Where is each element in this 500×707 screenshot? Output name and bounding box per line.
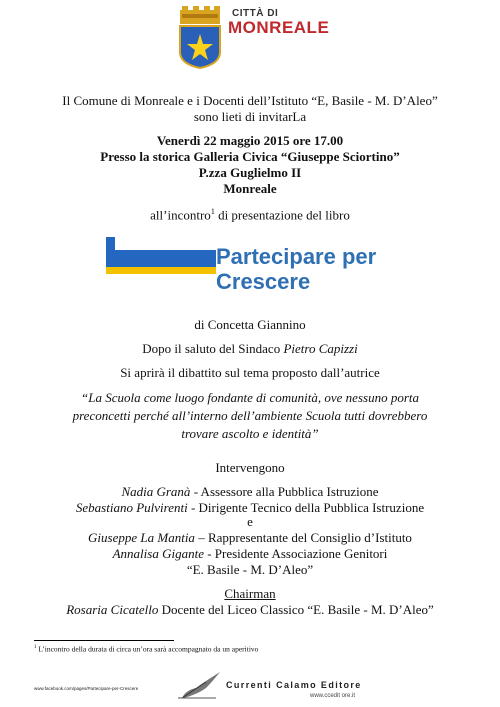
speakers-heading: Intervengono (215, 460, 285, 475)
footnote-mark: 1 (210, 207, 215, 216)
quote-line-3: trovare ascolto e identità” (181, 426, 319, 441)
chairman-heading: Chairman (224, 586, 276, 601)
facebook-link[interactable]: www.facebook.com/pages/Partecipare-per-Crescere (34, 686, 139, 691)
mayor-name: Pietro Capizzi (283, 341, 358, 356)
presentation-line (0, 204, 500, 223)
speaker-name: Sebastiano Pulvirenti (75, 500, 188, 515)
speaker-name: Annalisa Gigante (112, 546, 204, 561)
speaker-role: - Assessore alla Pubblica Istruzione (190, 484, 379, 499)
speaker-row (0, 562, 500, 578)
greeting-line (0, 341, 500, 357)
city-label-small: CITTÀ DI (232, 8, 279, 19)
publisher-quill-icon (176, 668, 226, 700)
book-logo-bar-blue (106, 250, 216, 267)
chairman-row (0, 602, 500, 618)
footnote-text: L’incontro della durata di circa un’ora sarà accompagnato da un aperitivo (36, 644, 259, 654)
speaker-row (0, 546, 500, 562)
event-city: Monreale (223, 181, 277, 196)
publisher-name: Currenti Calamo Editore (226, 680, 362, 690)
intro-line-2: sono lieti di invitarLa (193, 109, 307, 124)
quote-line-1: “La Scuola come luogo fondante di comunità, ove nessuno porta (81, 390, 419, 405)
event-venue: Presso la storica Galleria Civica “Giuseppe Sciortino” (100, 149, 400, 164)
speaker-role: - Dirigente Tecnico della Pubblica Istruzione (187, 500, 425, 515)
presentation-text-before: all’incontro (150, 207, 211, 223)
footnote-mark: 1 (34, 645, 37, 650)
speaker-name: Nadia Granà (121, 484, 191, 499)
book-title-line-1: Partecipare per (216, 244, 377, 269)
book-title-line-2: Crescere (216, 269, 311, 294)
book-logo-bar-yellow (106, 267, 216, 274)
event-address: P.zza Guglielmo II (198, 165, 302, 180)
presentation-text-after: di presentazione del libro (214, 207, 350, 223)
intro-line-1: Il Comune di Monreale e i Docenti dell’Istituto “E, Basile - M. D’Aleo” (62, 93, 438, 108)
speaker-row (0, 530, 500, 546)
city-name: MONREALE (228, 18, 330, 37)
debate-intro: Si aprirà il dibattito sul tema proposto dall’autrice (120, 365, 380, 380)
book-title (216, 244, 386, 294)
footnote-divider (34, 640, 174, 641)
speaker-role: - Presidente Associazione Genitori (203, 546, 388, 561)
speaker-org: “E. Basile - M. D’Aleo” (186, 562, 314, 577)
speaker-name: Giuseppe La Mantia (88, 530, 195, 545)
event-date-time: Venerdì 22 maggio 2015 ore 17.00 (156, 133, 344, 148)
footnote (34, 643, 258, 655)
publisher-url[interactable]: www.ccedit ore.it (310, 693, 356, 699)
chairman-role: Docente del Liceo Classico “E. Basile - M. D’Aleo” (158, 602, 434, 617)
speaker-conjunction: e (247, 514, 253, 529)
book-author: di Concetta Giannino (194, 317, 306, 332)
quote-line-2: preconcetti perché all’interno dell’ambiente Scuola tutti dovrebbero (72, 408, 428, 423)
speaker-role: – Rappresentante del Consiglio d’Istituto (194, 530, 412, 545)
greeting-prefix: Dopo il saluto del Sindaco (142, 341, 284, 356)
speaker-row (0, 514, 500, 530)
speaker-row (0, 484, 500, 500)
chairman-name: Rosaria Cicatello (66, 602, 159, 617)
